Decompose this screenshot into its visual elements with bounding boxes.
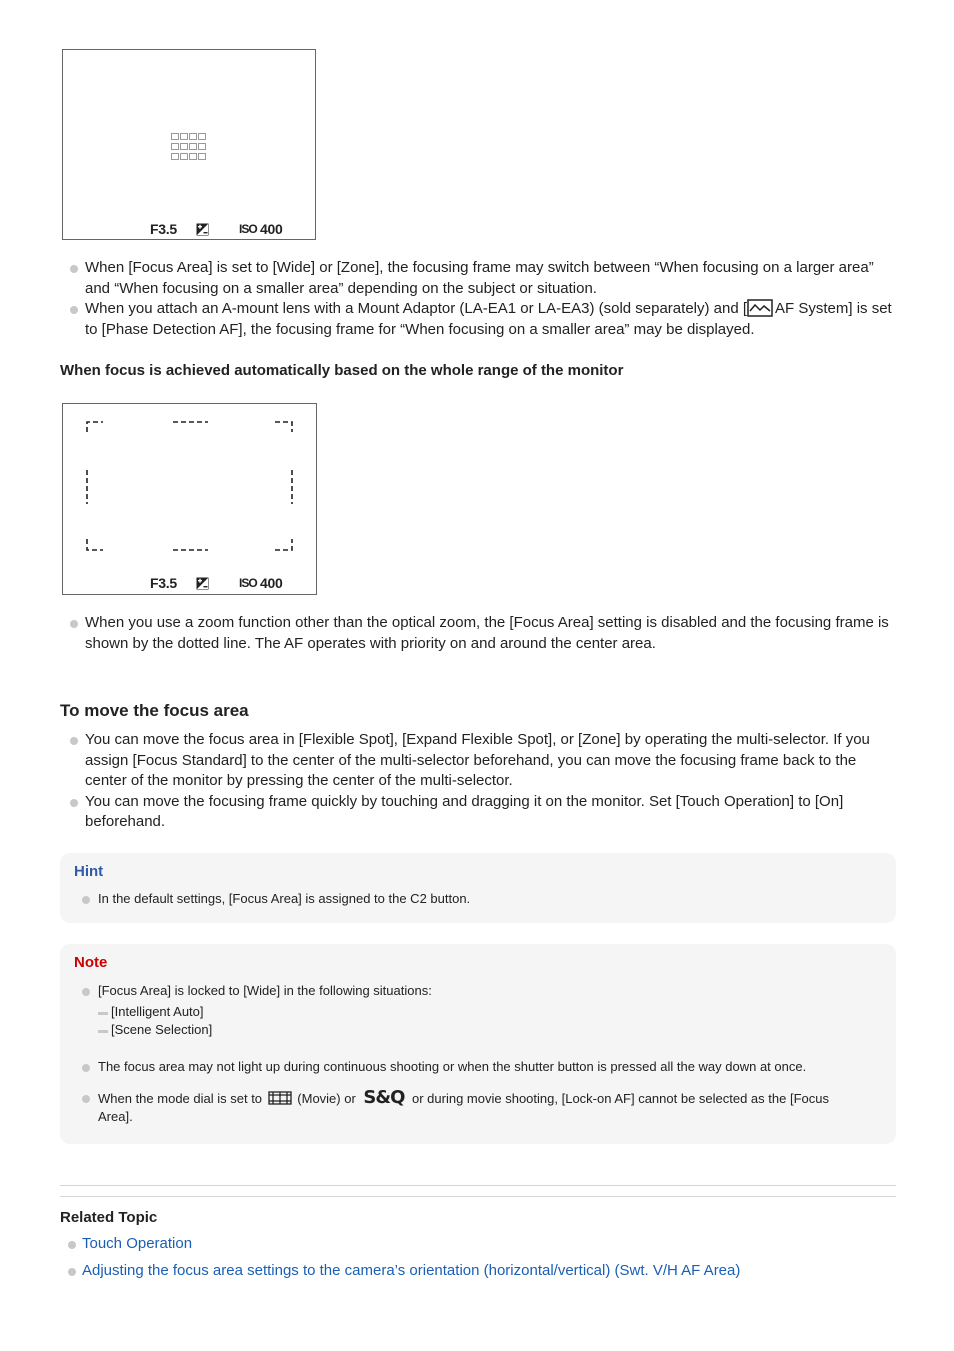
related-topic-title: Related Topic bbox=[60, 1209, 158, 1226]
iso-label: ISO bbox=[239, 222, 257, 236]
related-topic-list bbox=[60, 1234, 900, 1281]
related-link-swt-vh-af-area[interactable]: Adjusting the focus area settings to the camera’s orientation (horizontal/vertical) (Swt. V/H AF Area) bbox=[60, 1261, 900, 1281]
iso-label: ISO bbox=[239, 576, 257, 590]
divider bbox=[60, 1185, 896, 1186]
aperture-value: F3.5 bbox=[150, 575, 177, 591]
iso-value: 400 bbox=[260, 221, 283, 237]
monitor-illustration-zone bbox=[62, 49, 316, 240]
focus-frame-notes bbox=[60, 258, 900, 340]
note-list-2 bbox=[74, 1058, 874, 1076]
focus-frame-grid-icon bbox=[170, 132, 210, 162]
list-item: You can move the focus area in [Flexible Spot], [Expand Flexible Spot], or [Zone] by operating the multi-selector. If you assign [Focus Standard] to the center of the multi-selector beforehand, you can move the focusing frame back to the center of the monitor by pressing the center of the multi-selector. bbox=[60, 730, 900, 792]
sub-item: [Scene Selection] bbox=[98, 1022, 212, 1037]
hint-list bbox=[74, 890, 874, 908]
hint-box bbox=[60, 853, 896, 923]
sq-icon: S&Q bbox=[363, 1087, 405, 1108]
monitor-illustration-wide bbox=[62, 403, 317, 595]
iso-value: 400 bbox=[260, 575, 283, 591]
move-focus-notes bbox=[60, 730, 900, 833]
divider bbox=[60, 1196, 896, 1197]
note-box bbox=[60, 944, 896, 1144]
aperture-value: F3.5 bbox=[150, 221, 177, 237]
sub-item: [Intelligent Auto] bbox=[98, 1004, 204, 1019]
list-item: When the mode dial is set to (Movie) or S&Q or during movie shooting, [Lock-on AF] cannot be selected as the [Focus Area]. bbox=[74, 1089, 864, 1126]
list-item: [Focus Area] is locked to [Wide] in the following situations: bbox=[74, 982, 874, 1000]
exposure-comp-icon bbox=[196, 223, 209, 236]
section-heading-move-focus: To move the focus area bbox=[60, 701, 249, 720]
movie-icon bbox=[268, 1090, 292, 1106]
list-item: The focus area may not light up during continuous shooting or when the shutter button is pressed all the way down at once. bbox=[74, 1058, 874, 1076]
section-heading-whole-monitor: When focus is achieved automatically based on the whole range of the monitor bbox=[60, 362, 624, 379]
list-item: When you use a zoom function other than the optical zoom, the [Focus Area] setting is disabled and the focusing frame is shown by the dotted line. The AF operates with priority on and around the center area. bbox=[60, 613, 900, 654]
wide-focus-frame-icon bbox=[63, 404, 316, 594]
hint-title: Hint bbox=[74, 863, 104, 880]
list-item: When you attach an A-mount lens with a Mount Adaptor (LA-EA1 or LA-EA3) (sold separately) and [ AF System] is set to [Phase Detection AF], the focusing frame for “When focusing on a smaller area” may be displayed. bbox=[60, 299, 900, 340]
note-title: Note bbox=[74, 954, 108, 971]
still-image-icon bbox=[747, 299, 773, 317]
list-item: When [Focus Area] is set to [Wide] or [Zone], the focusing frame may switch between “When focusing on a larger area” and “When focusing on a smaller area” depending on the subject or situation. bbox=[60, 258, 900, 299]
note-list-3 bbox=[74, 1089, 864, 1126]
zoom-notes bbox=[60, 613, 900, 654]
list-item: You can move the focusing frame quickly by touching and dragging it on the monitor. Set [Touch Operation] to [On] beforehand. bbox=[60, 792, 900, 833]
note-list-1 bbox=[74, 982, 874, 1000]
exposure-comp-icon bbox=[196, 577, 209, 590]
related-link-touch-operation[interactable]: Touch Operation bbox=[60, 1234, 900, 1254]
list-item: In the default settings, [Focus Area] is assigned to the C2 button. bbox=[74, 890, 874, 908]
